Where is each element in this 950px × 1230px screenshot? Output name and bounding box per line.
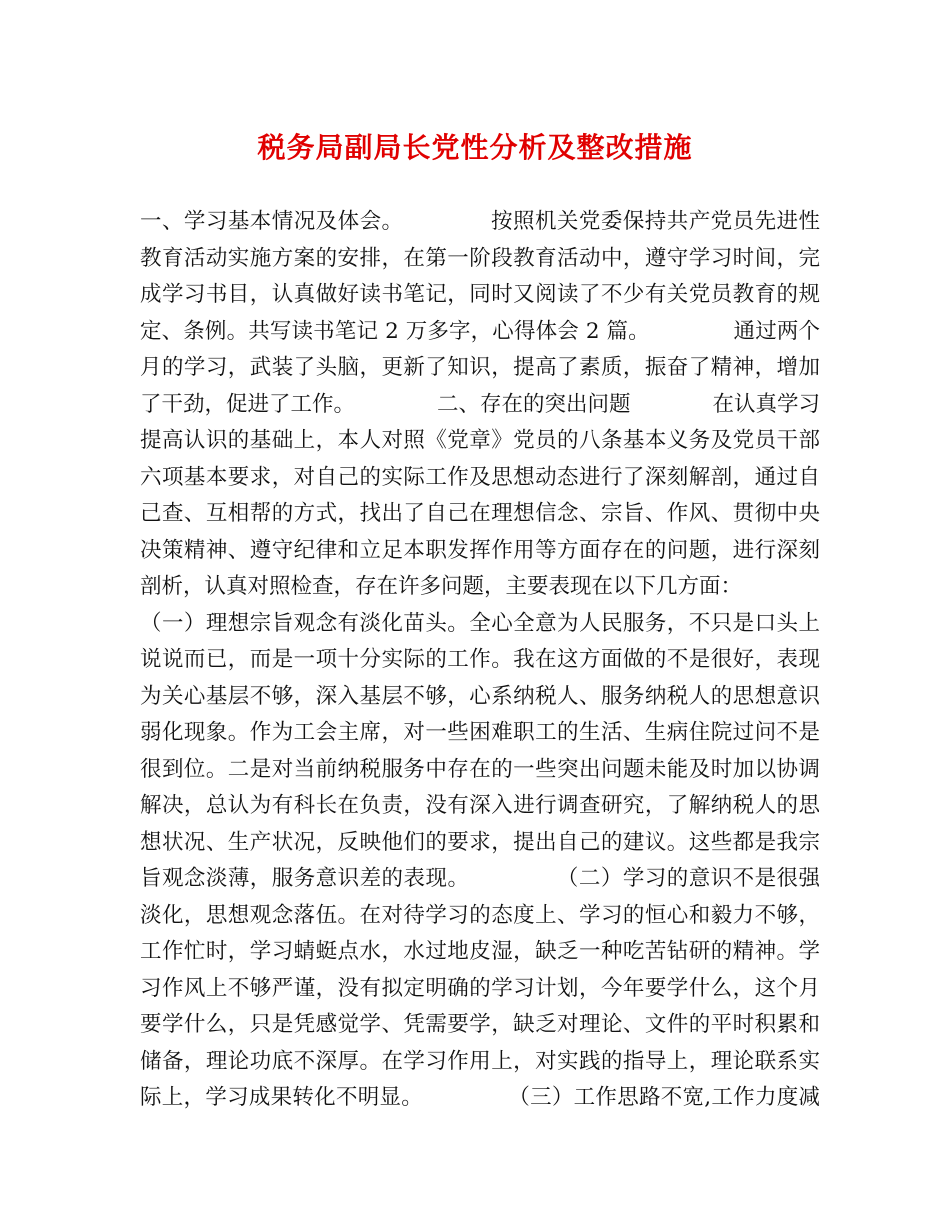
body-line: 决策精神、遵守纪律和立足本职发挥作用等方面存在的问题，进行深刻 — [140, 537, 820, 563]
body-line: 成学习书目，认真做好读书笔记，同时又阅读了不少有关党员教育的规 — [140, 282, 820, 307]
body-line: 要学什么，只是凭感觉学、凭需要学，缺乏对理论、文件的平时积累和 — [140, 1012, 820, 1037]
document-title: 税务局副局长党性分析及整改措施 — [257, 131, 693, 164]
body-line: 想状况、生产状况，反映他们的要求，提出自己的建议。这些都是我宗 — [140, 829, 820, 855]
body-line: 旨观念淡薄，服务意识差的表现。 （二）学习的意识不是很强 — [140, 866, 820, 891]
document-body — [140, 204, 820, 1117]
body-line: 淡化，思想观念落伍。在对待学习的态度上、学习的恒心和毅力不够， — [140, 902, 820, 928]
body-line: 说说而已，而是一项十分实际的工作。我在这方面做的不是很好，表现 — [140, 647, 820, 672]
body-line: 教育活动实施方案的安排，在第一阶段教育活动中，遵守学习时间，完 — [140, 245, 820, 271]
body-line: 储备，理论功底不深厚。在学习作用上，对实践的指导上，理论联系实 — [140, 1048, 820, 1074]
body-line: 定、条例。共写读书笔记 2 万多字，心得体会 2 篇。 通过两个 — [140, 318, 820, 344]
body-line: （一）理想宗旨观念有淡化苗头。全心全意为人民服务，不只是口头上 — [140, 610, 820, 636]
body-line: 剖析，认真对照检查，存在许多问题，主要表现在以下几方面： — [140, 574, 743, 599]
body-line: 月的学习，武装了头脑，更新了知识，提高了素质，振奋了精神，增加 — [140, 355, 820, 380]
body-line: 很到位。二是对当前纳税服务中存在的一些突出问题未能及时加以协调 — [140, 756, 820, 782]
body-line: 六项基本要求，对自己的实际工作及思想动态进行了深刻解剖，通过自 — [140, 464, 820, 490]
body-line: 己查、互相帮的方式，找出了自己在理想信念、宗旨、作风、贯彻中央 — [140, 501, 820, 526]
body-line: 一、学习基本情况及体会。 按照机关党委保持共产党员先进性 — [140, 209, 820, 234]
body-line: 提高认识的基础上，本人对照《党章》党员的八条基本义务及党员干部 — [140, 428, 820, 453]
body-line: 为关心基层不够，深入基层不够，心系纳税人、服务纳税人的思想意识 — [140, 683, 820, 709]
body-line: 工作忙时，学习蜻蜓点水，水过地皮湿，缺乏一种吃苦钻研的精神。学 — [140, 939, 820, 964]
body-line: 解决，总认为有科长在负责，没有深入进行调查研究，了解纳税人的思 — [140, 793, 820, 818]
body-line: 际上，学习成果转化不明显。 （三）工作思路不宽,工作力度减 — [140, 1085, 820, 1110]
body-line: 习作风上不够严谨，没有拟定明确的学习计划，今年要学什么，这个月 — [140, 975, 820, 1001]
body-line: 了干劲，促进了工作。 二、存在的突出问题 在认真学习 — [140, 391, 821, 417]
body-line: 弱化现象。作为工会主席，对一些困难职工的生活、生病住院过问不是 — [140, 720, 820, 745]
